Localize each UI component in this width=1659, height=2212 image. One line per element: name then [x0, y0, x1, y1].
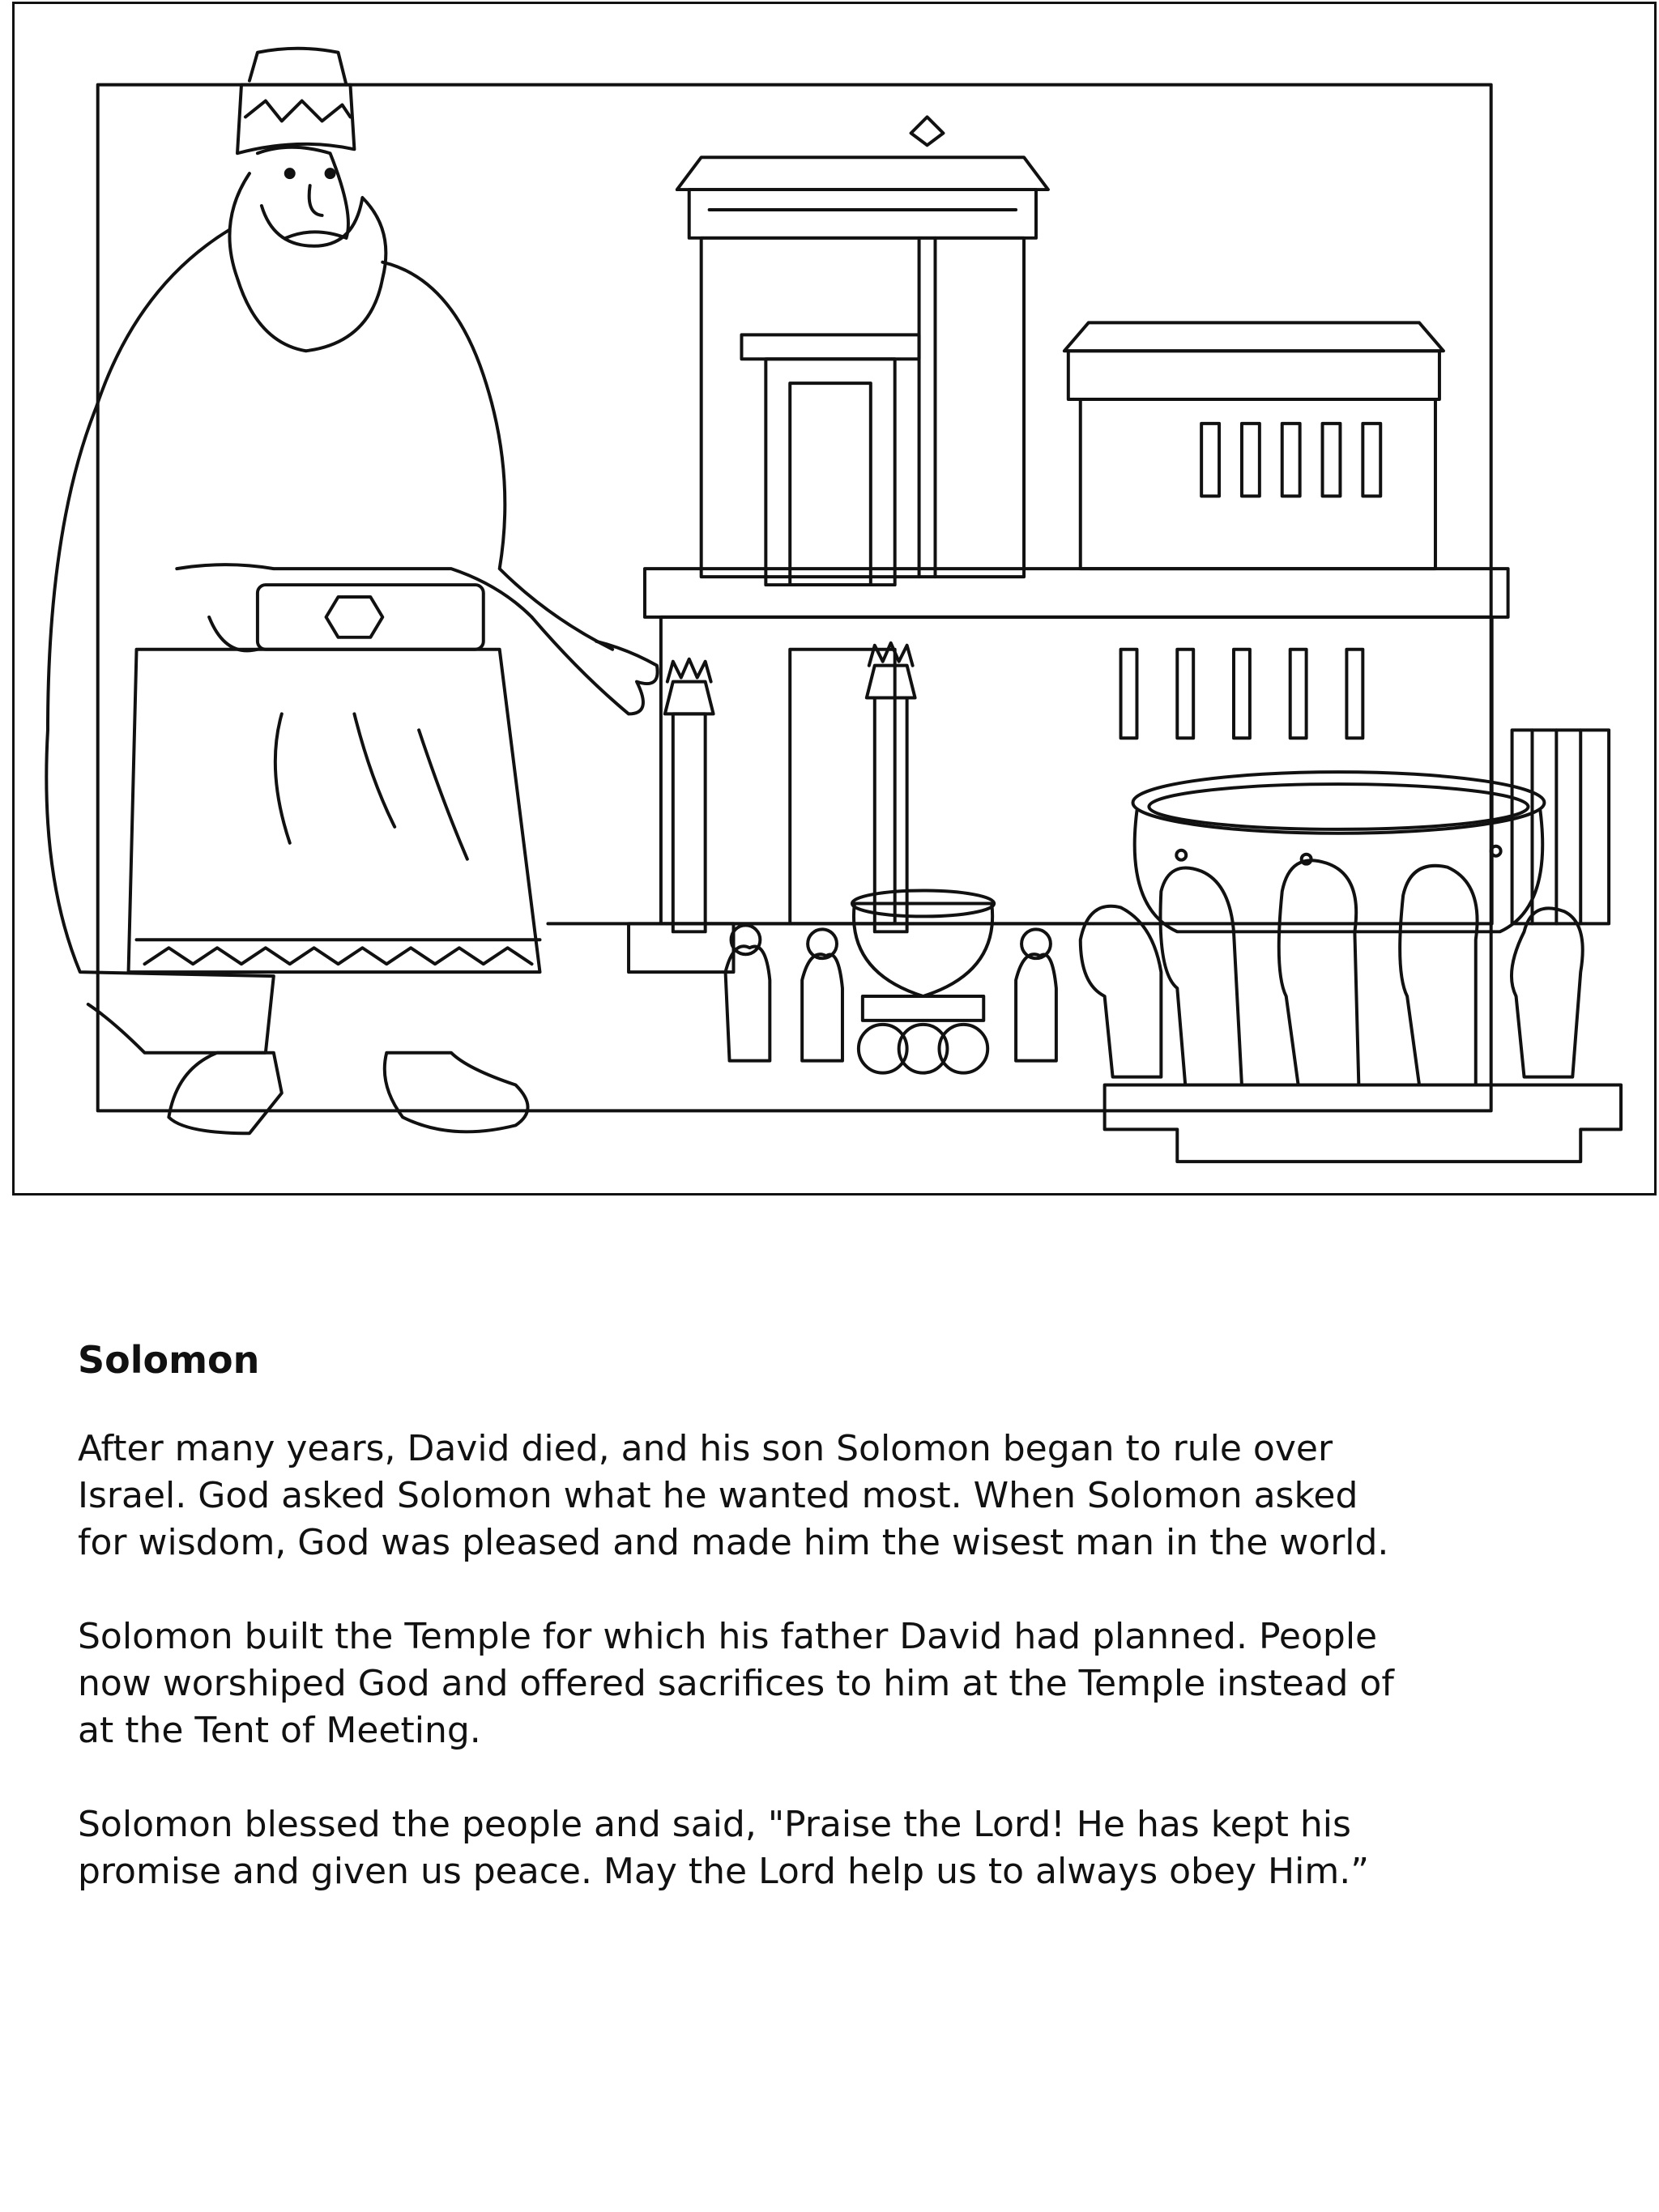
oxen-statues-icon	[1081, 860, 1621, 1161]
story-paragraph-3: Solomon blessed the people and said, "Praise the Lord! He has kept his promise and given us peace. May the Lord help us to always obey Him.”	[78, 1804, 1370, 1892]
priests-icon	[726, 925, 1056, 1060]
story-text-block	[78, 1336, 1601, 1942]
story-paragraph-2: Solomon built the Temple for which his father David had planned. People now worshiped God and offered sacrifices to him at the Temple instead of at the Tent of Meeting.	[78, 1616, 1394, 1751]
story-paragraph-1: After many years, David died, and his son Solomon began to rule over Israel. God asked Solomon what he wanted most. When Solomon asked for wisdom, God was pleased and made him the wisest man in the world.	[78, 1428, 1389, 1563]
coloring-illustration	[15, 4, 1654, 1193]
illustration-frame	[12, 2, 1657, 1196]
story-title: Solomon	[78, 1338, 260, 1382]
temple-building-icon	[548, 117, 1609, 972]
king-solomon-figure-icon	[46, 49, 657, 1134]
bronze-sea-basin-icon	[1132, 772, 1544, 931]
